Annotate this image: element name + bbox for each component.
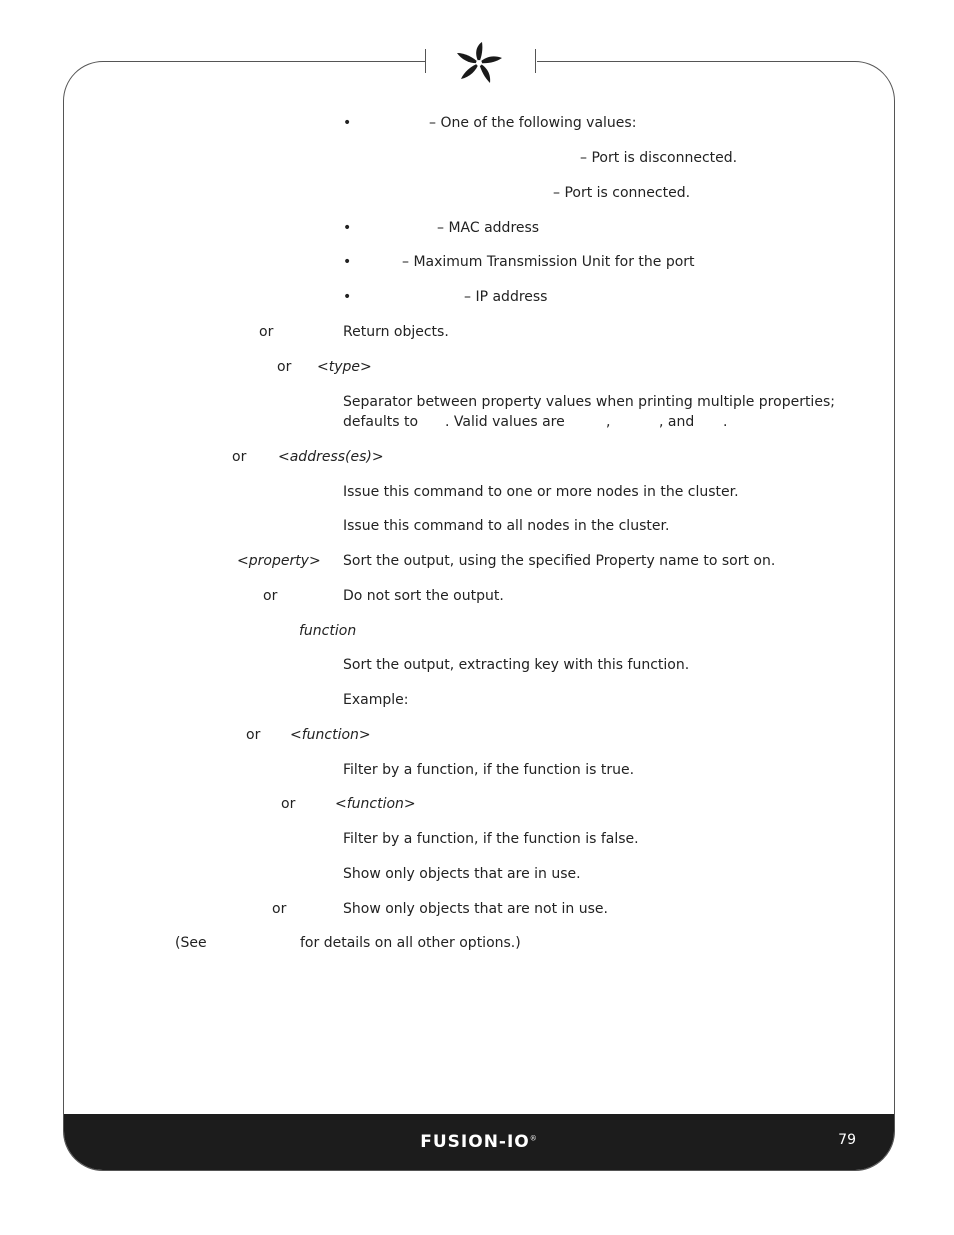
sort-description: Sort the output, using the specified Property name to sort on.: [343, 553, 776, 569]
see-suffix: for details on all other options.): [300, 935, 521, 951]
property-argument: <property>: [237, 553, 321, 569]
separator-period: .: [723, 414, 728, 430]
filter-false-description: Filter by a function, if the function is false.: [343, 831, 639, 847]
separator-and: , and: [659, 414, 695, 430]
or-address: or: [232, 449, 247, 465]
separator-comma: ,: [606, 414, 611, 430]
return-description: Return objects.: [343, 324, 449, 340]
inuse-description: Show only objects that are in use.: [343, 866, 581, 882]
or-return: or: [259, 324, 274, 340]
or-separator: or: [277, 359, 292, 375]
brand-logo: FUSION-IO®: [420, 1132, 538, 1152]
bullet-mtu: •: [343, 254, 352, 270]
separator-defaults: defaults to: [343, 414, 419, 430]
disconnected-description: – Port is disconnected.: [580, 150, 738, 166]
function-argument-false: <function>: [335, 796, 416, 812]
connected-description: – Port is connected.: [553, 185, 691, 201]
or-filter-false: or: [281, 796, 296, 812]
notinuse-description: Show only objects that are not in use.: [343, 901, 608, 917]
flower-logo-icon: [452, 40, 506, 86]
example-label: Example:: [343, 692, 409, 708]
bullet-ip: •: [343, 289, 352, 305]
nosort-description: Do not sort the output.: [343, 588, 504, 604]
mac-description: – MAC address: [437, 220, 540, 236]
or-notinuse: or: [272, 901, 287, 917]
nodes-description: Issue this command to one or more nodes in the cluster.: [343, 484, 739, 500]
header-tick-left: [425, 49, 426, 73]
ip-description: – IP address: [464, 289, 548, 305]
all-nodes-description: Issue this command to all nodes in the cluster.: [343, 518, 670, 534]
state-description: – One of the following values:: [429, 115, 637, 131]
separator-valid-values: . Valid values are: [445, 414, 565, 430]
address-argument: <address(es)>: [278, 449, 384, 465]
function-argument: function: [299, 623, 357, 639]
separator-description-line1: Separator between property values when printing multiple properties;: [343, 394, 835, 410]
see-prefix: (See: [175, 935, 207, 951]
sortkey-description: Sort the output, extracting key with this function.: [343, 657, 690, 673]
mtu-description: – Maximum Transmission Unit for the port: [402, 254, 695, 270]
filter-true-description: Filter by a function, if the function is true.: [343, 762, 635, 778]
type-argument: <type>: [317, 359, 372, 375]
page-number: 79: [838, 1132, 856, 1148]
footer-bar: [64, 1114, 894, 1170]
or-filter-true: or: [246, 727, 261, 743]
bullet-mac: •: [343, 220, 352, 236]
or-nosort: or: [263, 588, 278, 604]
function-argument-true: <function>: [290, 727, 371, 743]
bullet-state: •: [343, 115, 352, 131]
header-tick-right: [535, 49, 536, 73]
